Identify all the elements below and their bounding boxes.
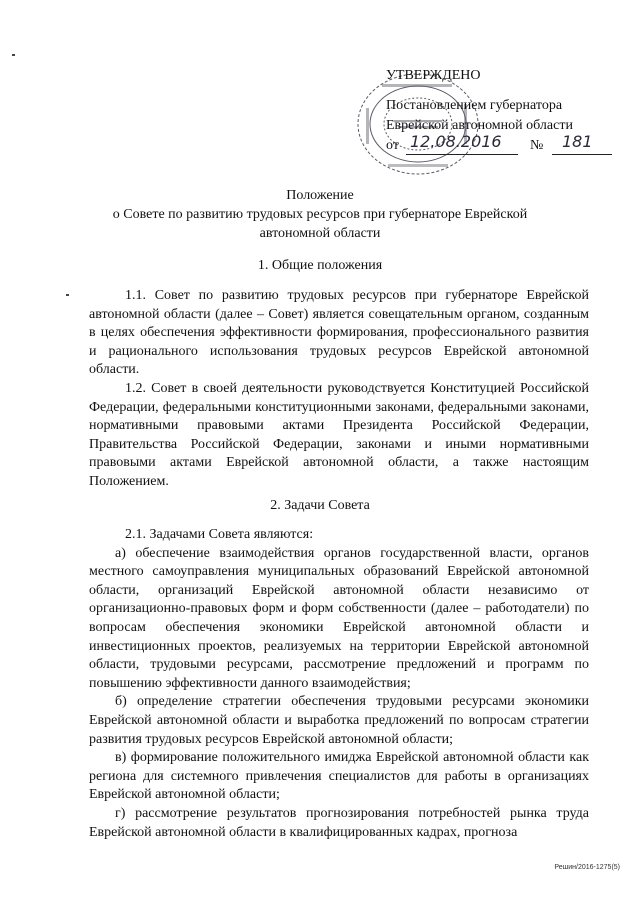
title-line-3: автономной области xyxy=(259,226,381,241)
approval-date-row xyxy=(386,132,616,160)
paragraph-1-2: 1.2. Совет в своей деятельности руководствуется Конституцией Российской Федерации, федеральными конституционными законами, федеральными законами, нормативными правовыми актами Президента Российской Федерации, Правительства Российской Федерации, законами и иными нормативными правовыми актами Еврейской автономной области, а также настоящим Положением. xyxy=(89,380,589,489)
section-1-heading: 1. Общие положения xyxy=(257,258,383,273)
number-underline xyxy=(552,154,612,155)
item-g: г) рассмотрение результатов прогнозирования потребностей рынка труда Еврейской автономной области в квалифицированных кадрах, прогноза xyxy=(89,805,589,840)
approval-title: УТВЕРЖДЕНО xyxy=(386,68,481,83)
handwritten-date: 12.08.2016 xyxy=(410,132,502,151)
document-title xyxy=(90,186,550,243)
document-reference-code: Решин/2016-1275(5) xyxy=(554,864,620,871)
item-v: в) формирование положительного имиджа Еврейской автономной области как региона для системного привлечения специалистов для работы в организациях Еврейской автономной области; xyxy=(89,750,589,803)
approval-block xyxy=(376,66,616,160)
section-2-heading: 2. Задачи Совета xyxy=(270,498,370,513)
section-2-body xyxy=(89,526,589,842)
paragraph-2-1: 2.1. Задачами Совета являются: xyxy=(125,527,314,542)
approval-line-1: Постановлением губернатора xyxy=(386,98,563,113)
paragraph-1-1: 1.1. Совет по развитию трудовых ресурсов при губернаторе Еврейской автономной области (далее – Совет) является совещательным органом, созданным в целях обеспечения эффективности формирования, профессионального развития и рационального использования трудовых ресурсов Еврейской автономной области. xyxy=(89,288,589,378)
item-a: а) обеспечение взаимодействия органов государственной власти, органов местного самоуправления муниципальных образований Еврейской автономной области, организаций Еврейской автономной области независимо от организационно-правовых форм и форм собственности (далее – работодатели) по вопросам обеспечения экономики Еврейской автономной области и инвестиционных проектов, реализуемых на территории Еврейской автономной области, трудовыми ресурсами, рассмотрение предложений и программ по повышению эффективности данного взаимодействия; xyxy=(89,545,589,691)
title-line-2: о Совете по развитию трудовых ресурсов при губернаторе Еврейской xyxy=(112,207,528,222)
item-b: б) определение стратегии обеспечения трудовыми ресурсами экономики Еврейской автономной области и выработка предложений по вопросам стратегии развития трудовых ресурсов Еврейской автономной области; xyxy=(89,694,589,747)
scan-speck xyxy=(12,54,15,56)
handwritten-number: 181 xyxy=(562,132,593,151)
date-underline xyxy=(406,154,518,155)
number-label: № xyxy=(530,138,544,153)
section-1-body xyxy=(89,287,589,492)
date-prefix: от xyxy=(386,138,399,153)
margin-mark xyxy=(66,294,69,296)
approval-line-2: Еврейской автономной области xyxy=(386,118,573,133)
title-line-1: Положение xyxy=(286,188,354,203)
